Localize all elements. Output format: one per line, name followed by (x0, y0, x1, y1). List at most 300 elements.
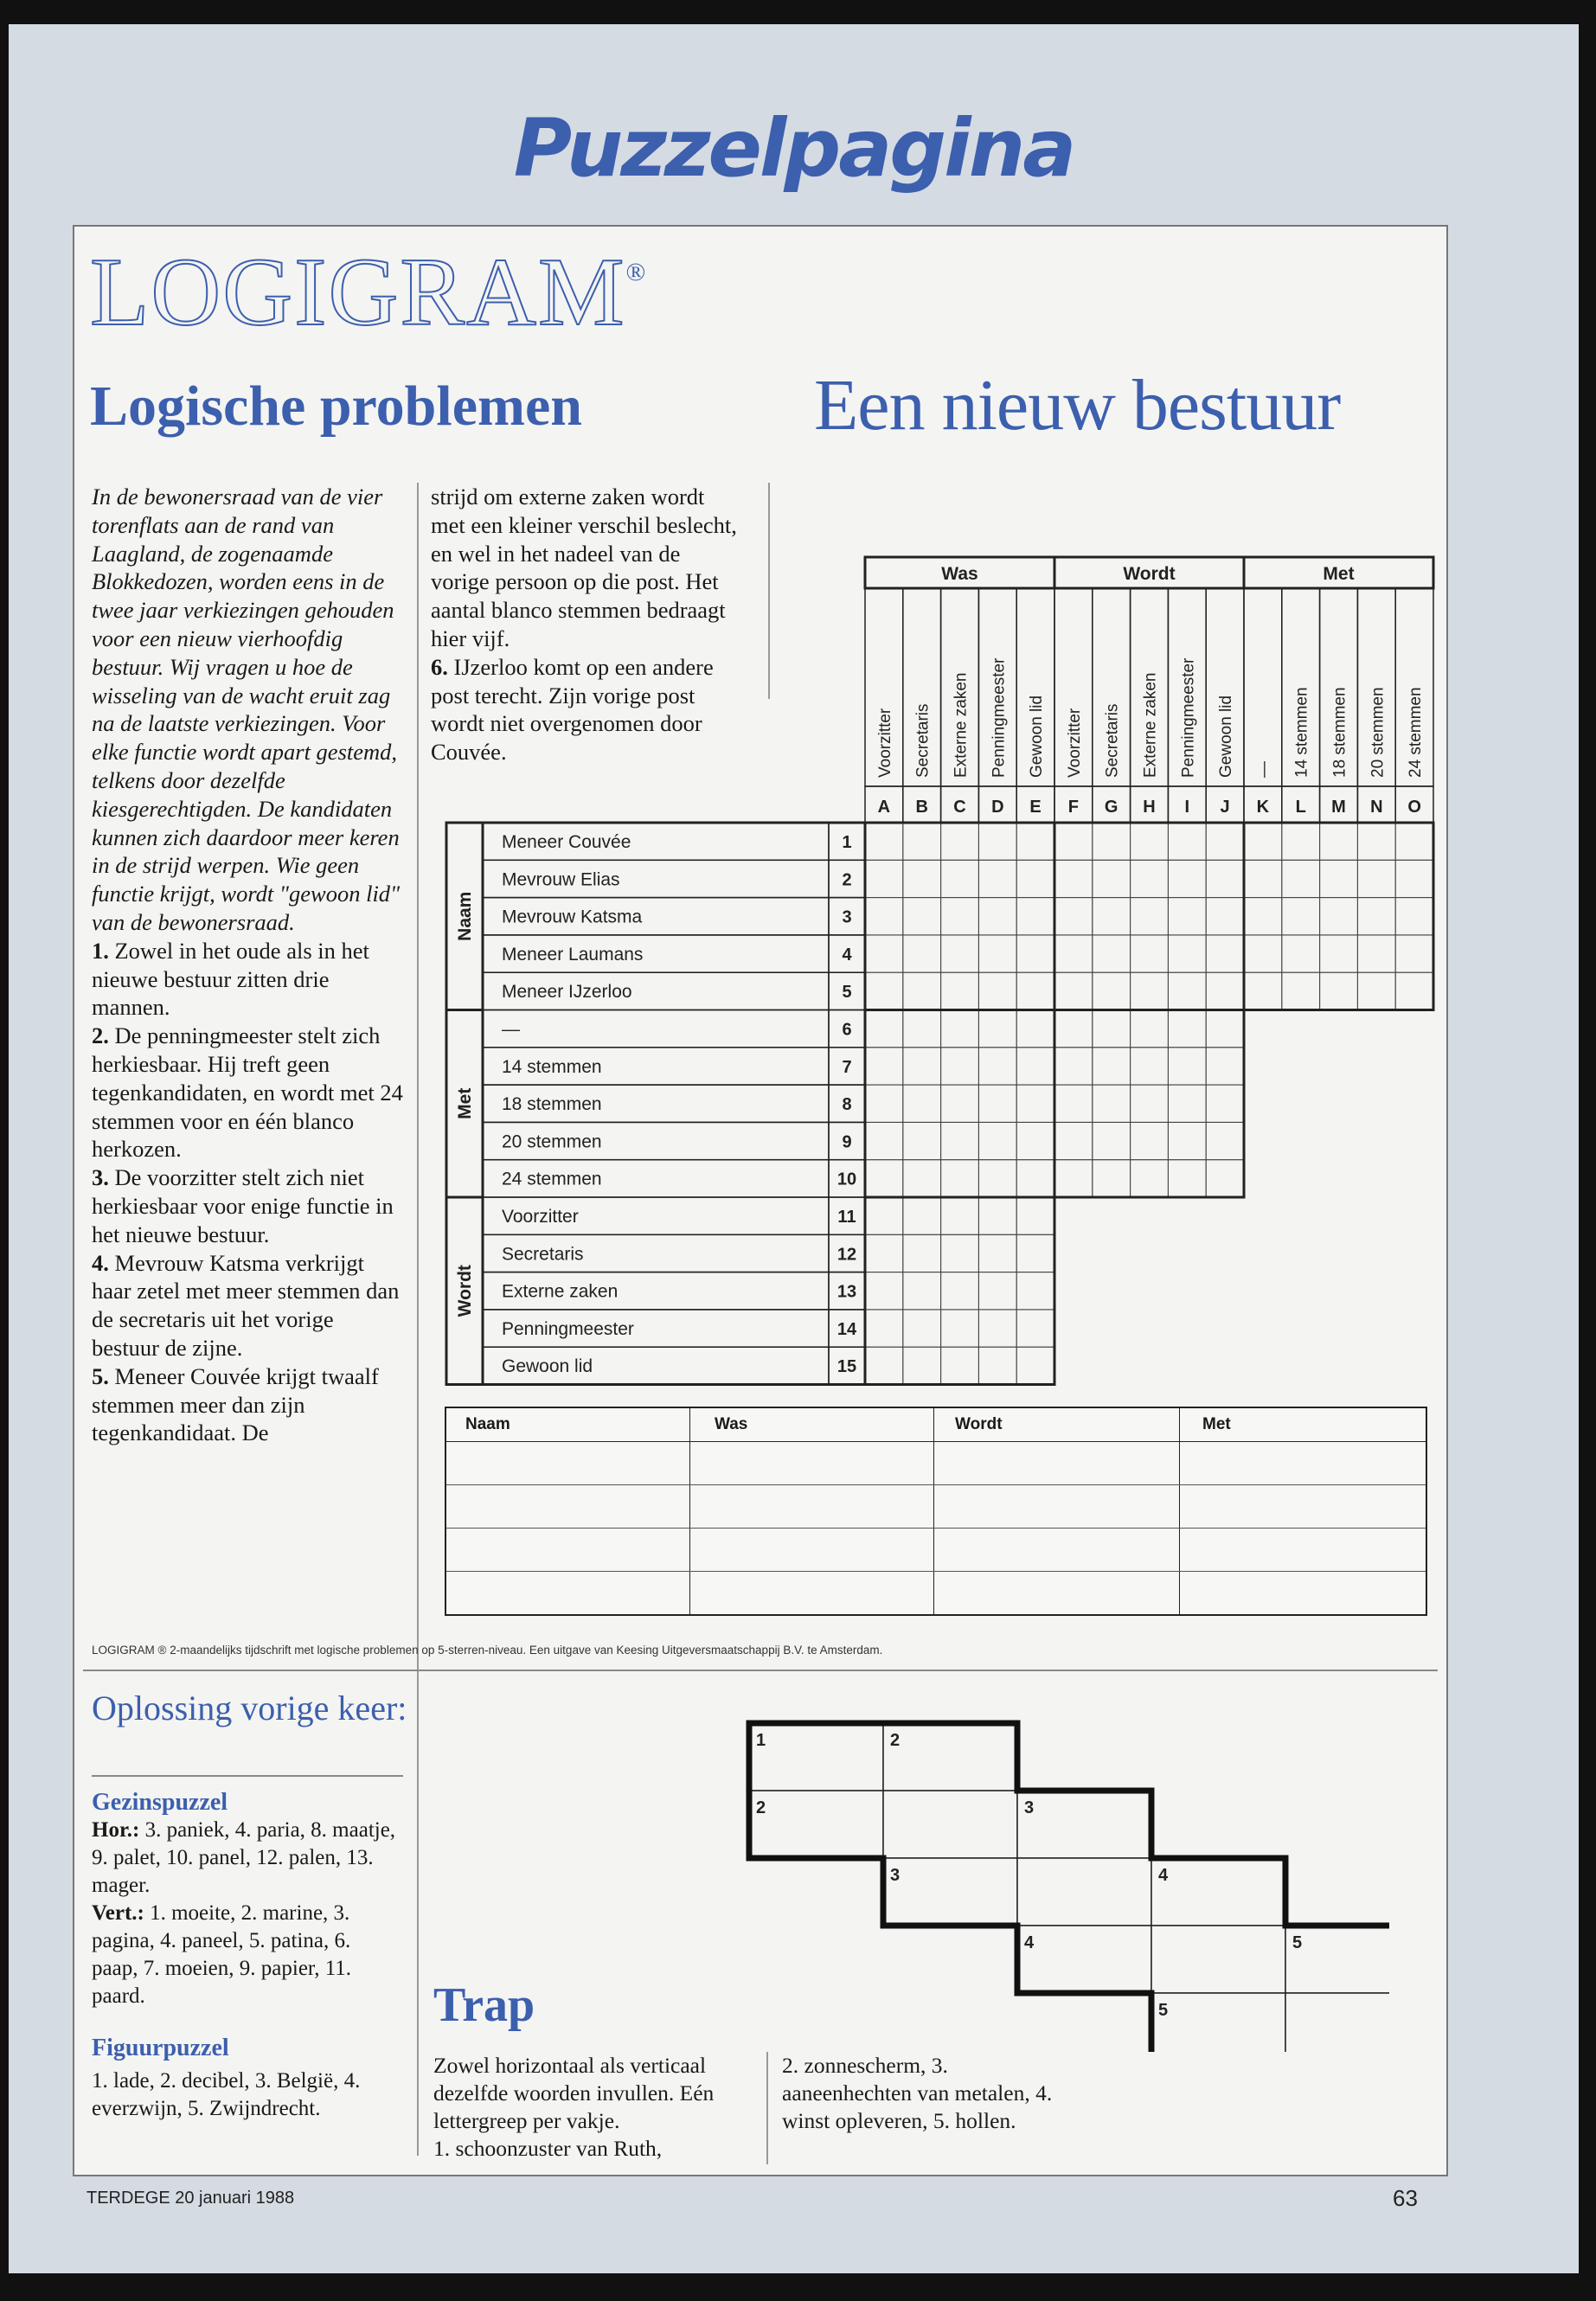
trap-cell[interactable] (749, 1723, 883, 1791)
grid-cell (1320, 972, 1358, 1009)
grid-cell (1244, 935, 1282, 972)
grid-cell (1054, 898, 1093, 935)
row-label: 18 stemmen (502, 1094, 602, 1115)
grid-cell (903, 1160, 941, 1197)
page-number: 63 (1393, 2185, 1418, 2211)
grid-cell (903, 935, 941, 972)
trap-cell[interactable] (883, 1858, 1017, 1926)
puzzle-title: Een nieuw bestuur (814, 365, 1341, 445)
grid-cell (903, 1310, 941, 1347)
grid-cell (1131, 823, 1169, 860)
grid-cell (1016, 1010, 1054, 1048)
answer-row[interactable] (446, 1572, 1426, 1614)
grid-cell (1016, 1272, 1054, 1310)
grid-cell (1357, 860, 1395, 897)
row-number: 10 (836, 1170, 857, 1189)
grid-cell (903, 860, 941, 897)
grid-cell (1244, 972, 1282, 1009)
grid-cell (1168, 935, 1206, 972)
trap-number: 2 (890, 1731, 901, 1750)
column-letter: C (953, 798, 966, 817)
grid-cell (1168, 1085, 1206, 1122)
grid-cell (978, 860, 1016, 897)
row-number: 1 (842, 833, 852, 852)
grid-cell (1131, 1160, 1169, 1197)
grid-cell (1131, 1122, 1169, 1159)
grid-cell (1395, 972, 1433, 1009)
column-letter: B (915, 798, 928, 817)
grid-cell (1131, 972, 1169, 1009)
column-label: Secretaris (913, 703, 933, 778)
grid-cell (1244, 823, 1282, 860)
grid-cell (903, 823, 941, 860)
row-number: 4 (842, 945, 852, 965)
column-letter: L (1295, 798, 1306, 817)
clue-5-continued: strijd om externe zaken wordt met een kleiner verschil beslecht, en wel in het nadeel van de vorige persoon op die post. Het aantal blanco stemmen bedraagt hier vijf. (431, 484, 737, 651)
answer-cell[interactable] (1180, 1485, 1426, 1528)
row-label: — (502, 1019, 520, 1040)
grid-block-border (1244, 823, 1433, 1010)
masthead: Puzzelpagina (513, 102, 1074, 195)
subtitle-left: Logische problemen (90, 375, 582, 438)
column-label: Gewoon lid (1217, 695, 1236, 778)
grid-cell (1206, 898, 1244, 935)
grid-cell (1282, 823, 1320, 860)
grid-cell (1016, 1160, 1054, 1197)
trap-number: 3 (890, 1866, 901, 1885)
grid-cell (978, 1347, 1016, 1384)
column-letter: D (991, 798, 1004, 817)
grid-cell (1016, 935, 1054, 972)
row-number: 13 (836, 1282, 857, 1302)
grid-cell (1282, 860, 1320, 897)
grid-cell (865, 823, 903, 860)
column-letter: I (1184, 798, 1190, 817)
row-label: Meneer IJzerloo (502, 982, 632, 1003)
row-label: Voorzitter (502, 1207, 579, 1227)
grid-cell (941, 935, 979, 972)
grid-cell (1054, 823, 1093, 860)
grid-cell (1168, 1122, 1206, 1159)
grid-cell (1054, 972, 1093, 1009)
grid-cell (1093, 972, 1131, 1009)
grid-cell (865, 972, 903, 1009)
grid-cell (1206, 1048, 1244, 1085)
logo-word: LOGIGRAM (90, 239, 626, 346)
row-number: 9 (842, 1132, 852, 1152)
column-label: Externe zaken (952, 672, 971, 778)
footer-publication: TERDEGE 20 januari 1988 (87, 2189, 295, 2208)
grid-cell (865, 898, 903, 935)
grid-cell (978, 898, 1016, 935)
row-label: Meneer Couvée (502, 832, 631, 852)
row-label: Mevrouw Katsma (502, 907, 643, 927)
grid-cell (1168, 1010, 1206, 1048)
grid-cell (865, 1160, 903, 1197)
grid-cell (1016, 898, 1054, 935)
answer-table (445, 1407, 1427, 1616)
row-number: 2 (842, 870, 852, 890)
grid-cell (1016, 1197, 1054, 1234)
grid-cell (941, 1234, 979, 1272)
grid-cell (941, 898, 979, 935)
answer-rows (446, 1442, 1426, 1614)
grid-cell (903, 1272, 941, 1310)
trap-grid (697, 1697, 1389, 2052)
grid-cell (941, 1160, 979, 1197)
trap-cell[interactable] (1017, 1791, 1151, 1858)
grid-cell (1093, 823, 1131, 860)
grid-cell (903, 1197, 941, 1234)
row-number: 14 (836, 1319, 857, 1339)
grid-cell (1016, 1122, 1054, 1159)
column-label: 20 stemmen (1368, 687, 1388, 778)
row-label: Gewoon lid (502, 1356, 593, 1377)
grid-cell (865, 1085, 903, 1122)
clue-1: 1. Zowel in het oude als in het nieuwe bestuur zitten drie mannen. (92, 937, 369, 1021)
column-divider-4 (766, 2052, 768, 2164)
header-met: Met (1202, 1415, 1231, 1433)
grid-cell (978, 1122, 1016, 1159)
grid-cell (903, 1048, 941, 1085)
grid-cell (1206, 1010, 1244, 1048)
answer-cell[interactable] (1180, 1529, 1426, 1571)
grid-cell (978, 1048, 1016, 1085)
solution-rule (92, 1775, 403, 1777)
row-number: 8 (842, 1095, 852, 1115)
column-letter: E (1029, 798, 1042, 817)
trap-cell[interactable] (1151, 1858, 1285, 1926)
grid-cell (1168, 972, 1206, 1009)
row-label: Penningmeester (502, 1318, 634, 1339)
grid-cell (1016, 972, 1054, 1009)
grid-cell (1244, 898, 1282, 935)
grid-cell (1206, 935, 1244, 972)
grid-cell (1395, 823, 1433, 860)
grid-cell (1131, 1010, 1169, 1048)
section-divider (83, 1670, 1438, 1671)
grid-cell (865, 1310, 903, 1347)
grid-cell (1093, 1160, 1131, 1197)
grid-cell (978, 935, 1016, 972)
grid-cell (1320, 860, 1358, 897)
answer-row[interactable] (446, 1485, 1426, 1529)
answer-cell[interactable] (934, 1572, 1180, 1614)
trap-cell[interactable] (883, 1723, 1017, 1791)
row-number: 6 (842, 1020, 852, 1040)
column-label: 18 stemmen (1330, 687, 1349, 778)
grid-cell (1395, 860, 1433, 897)
grid-cell (1093, 860, 1131, 897)
grid-cell (1093, 935, 1131, 972)
column-letter: N (1370, 798, 1383, 817)
grid-cell (941, 860, 979, 897)
logigram-panel (73, 225, 1448, 2176)
row-group-label-wordt: Wordt (455, 1265, 475, 1317)
column-label: Penningmeester (990, 657, 1009, 778)
answer-cell[interactable] (690, 1529, 934, 1571)
answer-cell[interactable] (446, 1572, 690, 1614)
grid-cell (1131, 860, 1169, 897)
grid-cell (1093, 1085, 1131, 1122)
column-label: Externe zaken (1141, 672, 1160, 778)
grid-cell (1320, 898, 1358, 935)
trap-cell[interactable] (1151, 1993, 1285, 2052)
grid-cell (978, 1085, 1016, 1122)
clue-4: 4. Mevrouw Katsma verkrijgt haar zetel met meer stemmen dan de secretaris uit het vorige bestuur de zijne. (92, 1249, 400, 1361)
grid-cell (1168, 1048, 1206, 1085)
row-number: 3 (842, 907, 852, 927)
row-number: 11 (837, 1208, 856, 1227)
grid-cell (1168, 860, 1206, 897)
grid-cell (865, 1010, 903, 1048)
grid-cell (865, 1122, 903, 1159)
answer-cell[interactable] (690, 1442, 934, 1484)
column-divider-3 (417, 1689, 419, 2156)
column-label-box (1244, 588, 1282, 786)
grid-cell (1282, 972, 1320, 1009)
grid-cell (941, 1085, 979, 1122)
column-letter: G (1104, 798, 1118, 817)
grid-cell (1016, 860, 1054, 897)
trap-number: 4 (1158, 1866, 1169, 1885)
grid-cell (941, 1048, 979, 1085)
answer-row[interactable] (446, 1529, 1426, 1572)
column-letter: A (877, 798, 891, 817)
grid-cell (1320, 823, 1358, 860)
trap-cell[interactable] (1151, 1926, 1285, 1993)
grid-cell (903, 972, 941, 1009)
grid-cell (1016, 1310, 1054, 1347)
answer-cell[interactable] (446, 1485, 690, 1528)
grid-cell (1206, 860, 1244, 897)
grid-cell (1206, 1160, 1244, 1197)
grid-cell (1054, 1085, 1093, 1122)
grid-cell (865, 1197, 903, 1234)
row-label: 20 stemmen (502, 1131, 602, 1152)
row-label: 14 stemmen (502, 1056, 602, 1077)
grid-cell (1395, 935, 1433, 972)
solution-2-text: 1. lade, 2. decibel, 3. België, 4. everzwijn, 5. Zwijndrecht. (92, 2069, 361, 2120)
row-label: Meneer Laumans (502, 944, 644, 965)
answer-table-header (446, 1408, 1426, 1442)
row-label: Mevrouw Elias (502, 869, 620, 890)
grid-cell (1016, 1085, 1054, 1122)
grid-cell (1168, 823, 1206, 860)
grid-cell (903, 1347, 941, 1384)
answer-cell[interactable] (446, 1442, 690, 1484)
column-letter: J (1220, 798, 1230, 817)
grid-cell (941, 972, 979, 1009)
grid-cell (1016, 1234, 1054, 1272)
grid-cell (903, 1010, 941, 1048)
trap-text-right: 2. zonnescherm, 3. aaneenhechten van metalen, 4. winst opleveren, 5. hollen. (782, 2053, 1053, 2133)
grid-cell (1282, 898, 1320, 935)
intro-text: In de bewonersraad van de vier torenflats aan de rand van Laagland, de zogenaamde Blokkedozen, worden eens in de twee jaar verkiezingen gehouden voor een nieuw vierhoofdig bestuur. Wij vragen u hoe de wisseling van de wacht eruit zag na de laatste verkiezingen. Voor elke functie wordt apart gestemd, telkens door dezelfde kiesgerechtigden. De kandidaten kunnen zich daardoor meer keren in de strijd werpen. Wie geen functie krijgt, wordt "gewoon lid" van de bewonersraad. (92, 484, 401, 935)
grid-cell (865, 1048, 903, 1085)
clue-2: 2. De penningmeester stelt zich herkiesbaar. Hij treft geen tegenkandidaten, en wordt met 24 stemmen voor en één blanco herkozen. (92, 1022, 403, 1163)
answer-row[interactable] (446, 1442, 1426, 1485)
grid-cell (903, 898, 941, 935)
solution-figuurpuzzel (92, 2035, 399, 2123)
grid-cell (1054, 1010, 1093, 1048)
registered-mark: ® (625, 258, 648, 286)
trap-cell[interactable] (883, 1791, 1017, 1858)
answer-cell[interactable] (1180, 1442, 1426, 1484)
solution-1-title: Gezinspuzzel (92, 1789, 228, 1816)
grid-cell (1016, 1048, 1054, 1085)
grid-cell (1016, 823, 1054, 860)
column-label: Penningmeester (1179, 657, 1198, 778)
grid-cell (978, 972, 1016, 1009)
row-label: 24 stemmen (502, 1169, 602, 1189)
grid-block-border (865, 1197, 1054, 1385)
group-header-wordt: Wordt (1123, 564, 1176, 584)
grid-cell (865, 1347, 903, 1384)
trap-text-left: Zowel horizontaal als verticaal dezelfde woorden invullen. Eén lettergreep per vakje. 1. schoonzuster van Ruth, (433, 2053, 715, 2161)
grid-cell (941, 1272, 979, 1310)
grid-cell (1131, 1085, 1169, 1122)
trap-cell[interactable] (1017, 1858, 1151, 1926)
column-letter: O (1407, 798, 1421, 817)
grid-cell (1016, 1347, 1054, 1384)
footnote: LOGIGRAM ® 2-maandelijks tijdschrift met logische problemen op 5-sterren-niveau. Een uitgave van Keesing Uitgeversmaatschappij B.V. te Amsterdam. (92, 1644, 883, 1657)
grid-cell (1054, 1160, 1093, 1197)
row-group-label-naam: Naam (455, 891, 475, 941)
grid-cell (941, 1310, 979, 1347)
grid-cell (1395, 898, 1433, 935)
row-number: 15 (836, 1357, 857, 1377)
trap-number: 1 (756, 1731, 766, 1750)
solution-2-title: Figuurpuzzel (92, 2035, 229, 2061)
group-header-met: Met (1323, 564, 1355, 584)
grid-block-border (865, 1010, 1054, 1198)
trap-cell[interactable] (749, 1791, 883, 1858)
column-letter: F (1067, 798, 1080, 817)
column-letter: K (1256, 798, 1270, 817)
trap-number: 2 (756, 1798, 766, 1817)
header-wordt: Wordt (934, 1408, 1180, 1441)
column-label: 24 stemmen (1407, 687, 1426, 778)
answer-cell[interactable] (690, 1485, 934, 1528)
column-label: 14 stemmen (1292, 687, 1311, 778)
grid-cell (978, 1272, 1016, 1310)
column-label: Voorzitter (1065, 708, 1084, 778)
grid-cell (978, 1234, 1016, 1272)
grid-cell (1093, 1010, 1131, 1048)
grid-cell (1054, 935, 1093, 972)
column-letter: H (1143, 798, 1156, 817)
grid-cell (978, 823, 1016, 860)
answer-cell[interactable] (690, 1572, 934, 1614)
answer-cell[interactable] (1180, 1572, 1426, 1614)
trap-clue-1: 1. schoonzuster van Ruth, (433, 2136, 663, 2161)
grid-block-border (1054, 1010, 1244, 1198)
clue-3: 3. De voorzitter stelt zich niet herkiesbaar voor enige functie in het nieuwe bestuur. (92, 1164, 394, 1247)
column-label: Voorzitter (875, 708, 894, 778)
grid-cell (1282, 935, 1320, 972)
grid-cell (1131, 935, 1169, 972)
column-letter: M (1331, 798, 1346, 817)
trap-number: 4 (1024, 1933, 1035, 1952)
clue-5: 5. Meneer Couvée krijgt twaalf stemmen meer dan zijn tegenkandidaat. De (92, 1362, 379, 1446)
answer-cell[interactable] (934, 1529, 1180, 1571)
grid-block-border (1054, 823, 1244, 1010)
grid-cell (941, 1347, 979, 1384)
grid-cell (865, 1272, 903, 1310)
row-number: 5 (842, 983, 852, 1003)
grid-cell (941, 1197, 979, 1234)
grid-cell (1206, 823, 1244, 860)
grid-cell (1357, 972, 1395, 1009)
grid-cell (903, 1085, 941, 1122)
grid-cell (1206, 972, 1244, 1009)
grid-cell (978, 1310, 1016, 1347)
grid-cell (1168, 898, 1206, 935)
column-label: — (1254, 761, 1273, 778)
grid-cell (941, 823, 979, 860)
solution-gezinspuzzel (92, 1789, 399, 2010)
grid-cell (1357, 823, 1395, 860)
grid-cell (865, 1234, 903, 1272)
trap-number: 5 (1158, 2001, 1169, 2020)
grid-cell (1093, 898, 1131, 935)
grid-cell (1320, 935, 1358, 972)
grid-cell (865, 935, 903, 972)
answer-cell[interactable] (934, 1442, 1180, 1484)
grid-cell (903, 1122, 941, 1159)
answer-cell[interactable] (934, 1485, 1180, 1528)
grid-cell (1168, 1160, 1206, 1197)
grid-cell (1357, 935, 1395, 972)
row-label-box (483, 1010, 829, 1048)
row-label: Secretaris (502, 1244, 584, 1265)
row-number: 7 (842, 1057, 852, 1077)
clue-6: 6. IJzerloo komt op een andere post terecht. Zijn vorige post wordt niet overgenomen door Couvée. (431, 653, 714, 766)
grid-cell (1244, 860, 1282, 897)
trap-number: 3 (1024, 1798, 1035, 1817)
grid-cell (1054, 1048, 1093, 1085)
page (9, 24, 1579, 2273)
grid-cell (865, 860, 903, 897)
trap-number: 5 (1292, 1933, 1303, 1952)
group-header-was: Was (941, 564, 978, 584)
grid-cell (903, 1234, 941, 1272)
column-label: Gewoon lid (1028, 695, 1047, 778)
header-was: Was (690, 1408, 934, 1441)
solution-title: Oplossing vorige keer: (92, 1689, 407, 1727)
grid-cell (1054, 1122, 1093, 1159)
grid-cell (1093, 1122, 1131, 1159)
grid-cell (941, 1010, 979, 1048)
trap-title: Trap (433, 1978, 535, 2032)
grid-cell (1206, 1085, 1244, 1122)
trap-cell[interactable] (1285, 1993, 1389, 2052)
row-group-label-met: Met (455, 1087, 475, 1119)
answer-cell[interactable] (446, 1529, 690, 1571)
column-label: Secretaris (1103, 703, 1122, 778)
solution-1-hor: Hor.: 3. paniek, 4. paria, 8. maatje, 9. palet, 10. panel, 12. palen, 13. mager. (92, 1818, 396, 1897)
grid-cell (978, 1197, 1016, 1234)
row-label: Externe zaken (502, 1281, 619, 1302)
row-number: 12 (836, 1245, 857, 1265)
grid-cell (978, 1010, 1016, 1048)
trap-cell[interactable] (1017, 1926, 1151, 1993)
grid-cell (1093, 1048, 1131, 1085)
grid-cell (1357, 898, 1395, 935)
grid-cell (978, 1160, 1016, 1197)
solution-1-vert: Vert.: 1. moeite, 2. marine, 3. pagina, 4. paneel, 5. patina, 6. paap, 7. moeien, 9. papier, 11. paard. (92, 1901, 352, 2008)
